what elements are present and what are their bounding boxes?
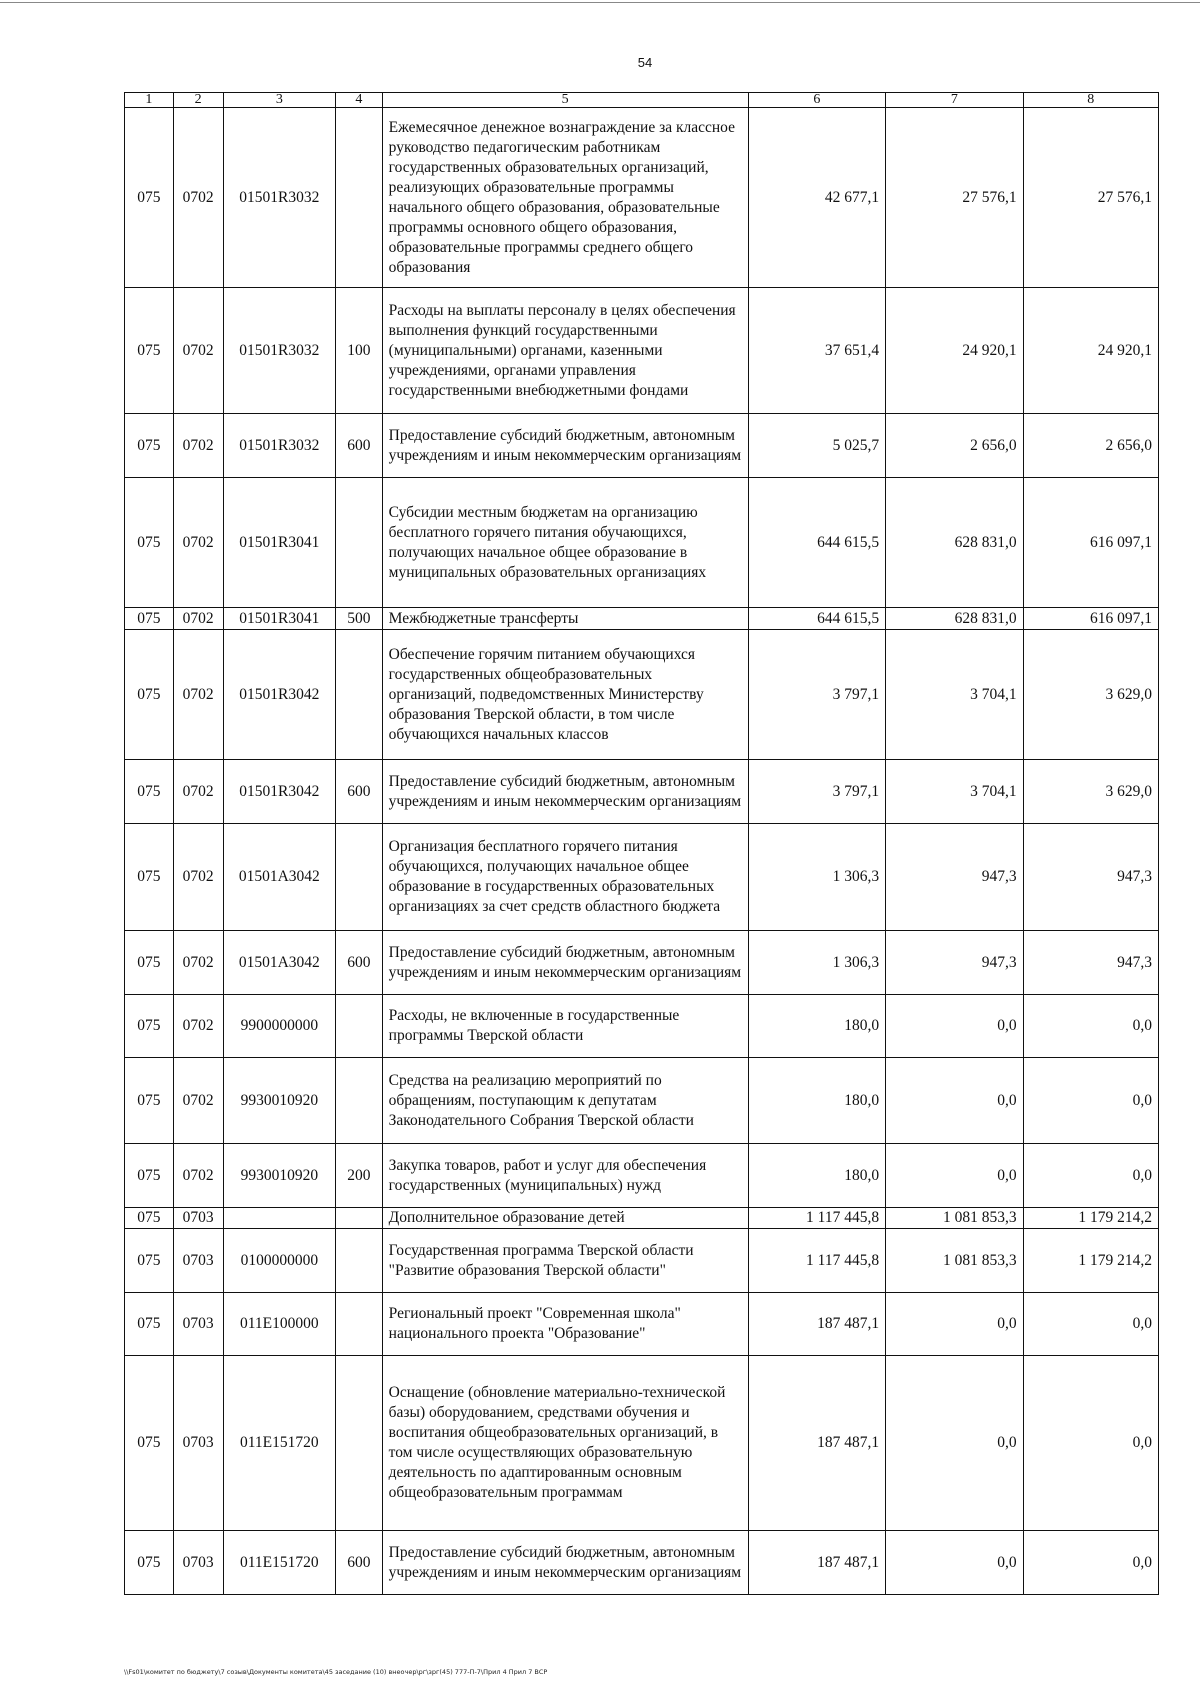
target-article-cell: 01501R3032: [223, 108, 336, 288]
description-cell: Организация бесплатного горячего питания обучающихся, получающих начальное общее образование в государственных образовательных организациях за счет средств областного бюджета: [382, 824, 748, 931]
target-article-cell: 011E151720: [223, 1356, 336, 1531]
section-code-cell: 0702: [173, 630, 223, 760]
target-article-cell: 01501R3041: [223, 478, 336, 608]
amount-col7-cell: 2 656,0: [886, 414, 1024, 478]
ministry-code-cell: 075: [125, 630, 174, 760]
ministry-code-cell: 075: [125, 1208, 174, 1229]
table-row: [125, 824, 1159, 931]
amount-col6-cell: 37 651,4: [748, 288, 886, 414]
amount-col6-cell: 3 797,1: [748, 630, 886, 760]
amount-col7-cell: 27 576,1: [886, 108, 1024, 288]
description-cell: Расходы, не включенные в государственные программы Тверской области: [382, 995, 748, 1058]
col-header-4: 4: [336, 93, 383, 108]
description-cell: Закупка товаров, работ и услуг для обеспечения государственных (муниципальных) нужд: [382, 1144, 748, 1208]
amount-col8-cell: 1 179 214,2: [1023, 1208, 1158, 1229]
expense-type-cell: [336, 1058, 383, 1144]
amount-col7-cell: 3 704,1: [886, 630, 1024, 760]
amount-col6-cell: 1 117 445,8: [748, 1208, 886, 1229]
ministry-code-cell: 075: [125, 478, 174, 608]
table-row: [125, 995, 1159, 1058]
amount-col6-cell: 1 117 445,8: [748, 1229, 886, 1293]
amount-col8-cell: 0,0: [1023, 1144, 1158, 1208]
section-code-cell: 0703: [173, 1356, 223, 1531]
amount-col8-cell: 24 920,1: [1023, 288, 1158, 414]
amount-col7-cell: 24 920,1: [886, 288, 1024, 414]
ministry-code-cell: 075: [125, 995, 174, 1058]
table-row: [125, 1229, 1159, 1293]
amount-col7-cell: 3 704,1: [886, 760, 1024, 824]
expense-type-cell: [336, 1356, 383, 1531]
top-edge-line: [0, 2, 1200, 3]
description-cell: Субсидии местным бюджетам на организацию бесплатного горячего питания обучающихся, получающих начальное общее образование в муниципальных образовательных организациях: [382, 478, 748, 608]
description-cell: Оснащение (обновление материально-технической базы) оборудованием, средствами обучения и воспитания общеобразовательных организаций, в том числе осуществляющих образовательную деятельность по адаптированным основным общеобразовательным программам: [382, 1356, 748, 1531]
amount-col6-cell: 187 487,1: [748, 1531, 886, 1595]
target-article-cell: 01501R3042: [223, 760, 336, 824]
description-cell: Расходы на выплаты персоналу в целях обеспечения выполнения функций государственными (муниципальными) органами, казенными учреждениями, органами управления государственными внебюджетными фондами: [382, 288, 748, 414]
amount-col7-cell: 0,0: [886, 1058, 1024, 1144]
amount-col8-cell: 27 576,1: [1023, 108, 1158, 288]
table-row: [125, 478, 1159, 608]
target-article-cell: 01501R3032: [223, 288, 336, 414]
col-header-1: 1: [125, 93, 174, 108]
expense-type-cell: [336, 478, 383, 608]
expense-type-cell: 100: [336, 288, 383, 414]
col-header-7: 7: [886, 93, 1024, 108]
amount-col7-cell: 628 831,0: [886, 478, 1024, 608]
amount-col6-cell: 1 306,3: [748, 931, 886, 995]
description-cell: Ежемесячное денежное вознаграждение за классное руководство педагогическим работникам государственных образовательных организаций, реализующих образовательные программы начального общего образования, образовательные программы основного общего образования, образовательные программы среднего общего образования: [382, 108, 748, 288]
amount-col8-cell: 0,0: [1023, 1058, 1158, 1144]
col-header-8: 8: [1023, 93, 1158, 108]
ministry-code-cell: 075: [125, 108, 174, 288]
amount-col7-cell: 0,0: [886, 1293, 1024, 1356]
amount-col7-cell: 947,3: [886, 824, 1024, 931]
description-cell: Предоставление субсидий бюджетным, автономным учреждениям и иным некоммерческим организациям: [382, 414, 748, 478]
expense-type-cell: 200: [336, 1144, 383, 1208]
target-article-cell: 9930010920: [223, 1058, 336, 1144]
ministry-code-cell: 075: [125, 824, 174, 931]
description-cell: Предоставление субсидий бюджетным, автономным учреждениям и иным некоммерческим организациям: [382, 760, 748, 824]
target-article-cell: 0100000000: [223, 1229, 336, 1293]
section-code-cell: 0702: [173, 288, 223, 414]
expense-type-cell: 600: [336, 1531, 383, 1595]
amount-col8-cell: 0,0: [1023, 1293, 1158, 1356]
amount-col6-cell: 42 677,1: [748, 108, 886, 288]
ministry-code-cell: 075: [125, 1144, 174, 1208]
col-header-2: 2: [173, 93, 223, 108]
expense-type-cell: 600: [336, 931, 383, 995]
table-row: [125, 108, 1159, 288]
ministry-code-cell: 075: [125, 608, 174, 630]
expense-type-cell: [336, 1229, 383, 1293]
table-row: [125, 630, 1159, 760]
expense-type-cell: 600: [336, 760, 383, 824]
description-cell: Средства на реализацию мероприятий по обращениям, поступающим к депутатам Законодательного Собрания Тверской области: [382, 1058, 748, 1144]
target-article-cell: [223, 1208, 336, 1229]
file-path-footer: \\Fs01\комитет по бюджету\7 созыв\Документы комитета\45 заседание (10) внеочер\рг\зрг(45) 777-П-7\Прил 4 Прил 7 ВСР: [124, 1668, 548, 1676]
section-code-cell: 0702: [173, 1058, 223, 1144]
amount-col8-cell: 616 097,1: [1023, 608, 1158, 630]
target-article-cell: 01501A3042: [223, 931, 336, 995]
col-header-3: 3: [223, 93, 336, 108]
table-row: [125, 288, 1159, 414]
amount-col6-cell: 1 306,3: [748, 824, 886, 931]
amount-col7-cell: 0,0: [886, 1144, 1024, 1208]
amount-col7-cell: 628 831,0: [886, 608, 1024, 630]
expense-type-cell: [336, 630, 383, 760]
target-article-cell: 01501R3042: [223, 630, 336, 760]
table-row: [125, 1058, 1159, 1144]
table-row: [125, 414, 1159, 478]
ministry-code-cell: 075: [125, 931, 174, 995]
col-header-6: 6: [748, 93, 886, 108]
amount-col6-cell: 180,0: [748, 995, 886, 1058]
target-article-cell: 01501R3032: [223, 414, 336, 478]
section-code-cell: 0702: [173, 760, 223, 824]
target-article-cell: 01501R3041: [223, 608, 336, 630]
table-row: [125, 1531, 1159, 1595]
amount-col8-cell: 0,0: [1023, 1356, 1158, 1531]
amount-col6-cell: 187 487,1: [748, 1356, 886, 1531]
amount-col8-cell: 2 656,0: [1023, 414, 1158, 478]
description-cell: Региональный проект "Современная школа" национального проекта "Образование": [382, 1293, 748, 1356]
amount-col7-cell: 0,0: [886, 995, 1024, 1058]
header-row: [125, 93, 1159, 108]
amount-col6-cell: 187 487,1: [748, 1293, 886, 1356]
description-cell: Государственная программа Тверской области "Развитие образования Тверской области": [382, 1229, 748, 1293]
amount-col8-cell: 3 629,0: [1023, 630, 1158, 760]
target-article-cell: 9930010920: [223, 1144, 336, 1208]
table-row: [125, 1293, 1159, 1356]
section-code-cell: 0703: [173, 1208, 223, 1229]
target-article-cell: 01501A3042: [223, 824, 336, 931]
amount-col8-cell: 0,0: [1023, 1531, 1158, 1595]
amount-col7-cell: 0,0: [886, 1531, 1024, 1595]
section-code-cell: 0702: [173, 824, 223, 931]
amount-col7-cell: 1 081 853,3: [886, 1229, 1024, 1293]
description-cell: Предоставление субсидий бюджетным, автономным учреждениям и иным некоммерческим организациям: [382, 931, 748, 995]
target-article-cell: 9900000000: [223, 995, 336, 1058]
table-row: [125, 1144, 1159, 1208]
amount-col6-cell: 5 025,7: [748, 414, 886, 478]
table-row: [125, 608, 1159, 630]
ministry-code-cell: 075: [125, 414, 174, 478]
expense-type-cell: 500: [336, 608, 383, 630]
ministry-code-cell: 075: [125, 1229, 174, 1293]
expense-type-cell: [336, 1293, 383, 1356]
target-article-cell: 011E100000: [223, 1293, 336, 1356]
table-row: [125, 1208, 1159, 1229]
ministry-code-cell: 075: [125, 288, 174, 414]
expense-type-cell: 600: [336, 414, 383, 478]
amount-col7-cell: 947,3: [886, 931, 1024, 995]
description-cell: Дополнительное образование детей: [382, 1208, 748, 1229]
description-cell: Обеспечение горячим питанием обучающихся государственных общеобразовательных организаций, подведомственных Министерству образования Тверской области, в том числе обучающихся начальных классов: [382, 630, 748, 760]
col-header-5: 5: [382, 93, 748, 108]
table-row: [125, 1356, 1159, 1531]
table-row: [125, 760, 1159, 824]
section-code-cell: 0702: [173, 608, 223, 630]
page-number: 54: [637, 55, 653, 70]
amount-col8-cell: 947,3: [1023, 931, 1158, 995]
amount-col8-cell: 0,0: [1023, 995, 1158, 1058]
amount-col7-cell: 0,0: [886, 1356, 1024, 1531]
ministry-code-cell: 075: [125, 760, 174, 824]
amount-col8-cell: 616 097,1: [1023, 478, 1158, 608]
amount-col8-cell: 1 179 214,2: [1023, 1229, 1158, 1293]
description-cell: Предоставление субсидий бюджетным, автономным учреждениям и иным некоммерческим организациям: [382, 1531, 748, 1595]
section-code-cell: 0702: [173, 478, 223, 608]
amount-col8-cell: 3 629,0: [1023, 760, 1158, 824]
amount-col6-cell: 644 615,5: [748, 478, 886, 608]
section-code-cell: 0702: [173, 995, 223, 1058]
section-code-cell: 0702: [173, 108, 223, 288]
amount-col6-cell: 3 797,1: [748, 760, 886, 824]
ministry-code-cell: 075: [125, 1356, 174, 1531]
section-code-cell: 0702: [173, 1144, 223, 1208]
section-code-cell: 0702: [173, 931, 223, 995]
section-code-cell: 0703: [173, 1293, 223, 1356]
ministry-code-cell: 075: [125, 1531, 174, 1595]
amount-col6-cell: 180,0: [748, 1058, 886, 1144]
description-cell: Межбюджетные трансферты: [382, 608, 748, 630]
expense-type-cell: [336, 1208, 383, 1229]
amount-col6-cell: 644 615,5: [748, 608, 886, 630]
budget-table: [124, 92, 1159, 1595]
expense-type-cell: [336, 995, 383, 1058]
amount-col8-cell: 947,3: [1023, 824, 1158, 931]
ministry-code-cell: 075: [125, 1058, 174, 1144]
section-code-cell: 0703: [173, 1531, 223, 1595]
expense-type-cell: [336, 824, 383, 931]
amount-col7-cell: 1 081 853,3: [886, 1208, 1024, 1229]
section-code-cell: 0702: [173, 414, 223, 478]
table-row: [125, 931, 1159, 995]
target-article-cell: 011E151720: [223, 1531, 336, 1595]
amount-col6-cell: 180,0: [748, 1144, 886, 1208]
section-code-cell: 0703: [173, 1229, 223, 1293]
ministry-code-cell: 075: [125, 1293, 174, 1356]
expense-type-cell: [336, 108, 383, 288]
